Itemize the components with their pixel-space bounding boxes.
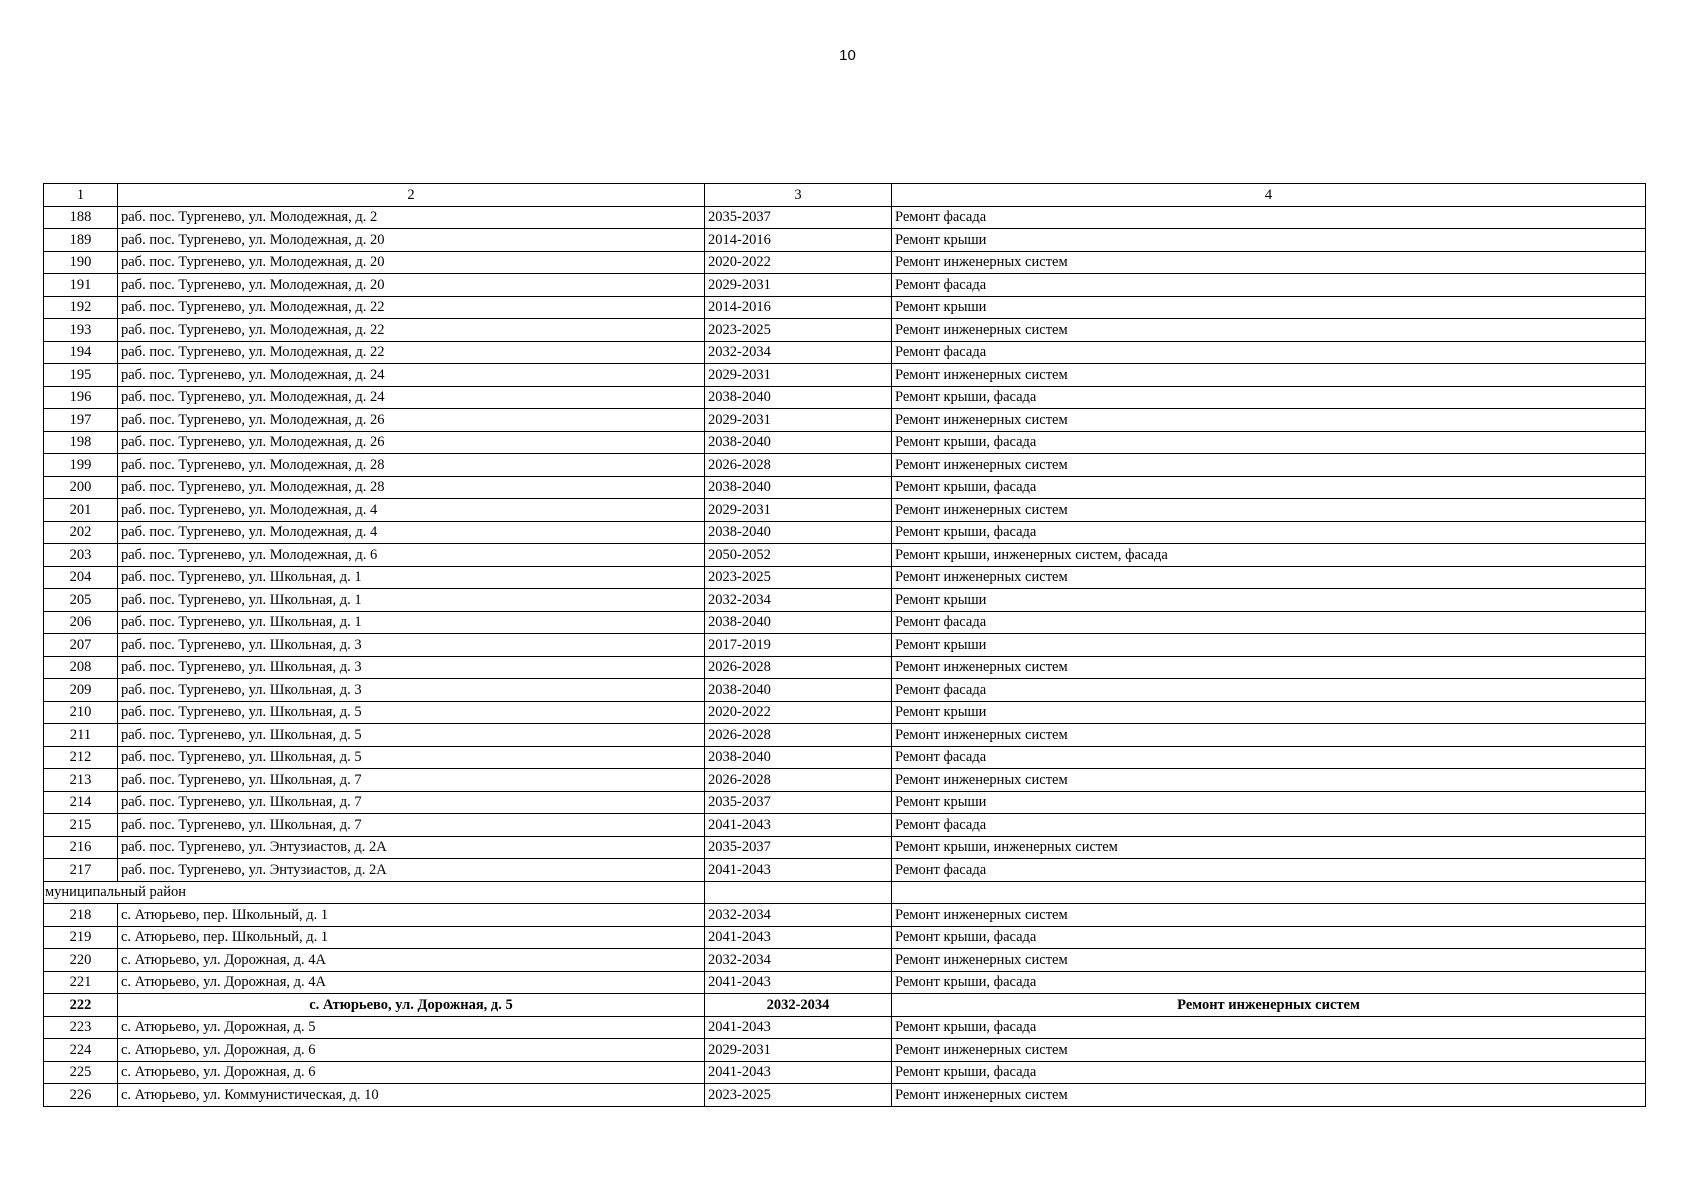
- work-type-cell: Ремонт инженерных систем: [892, 364, 1646, 387]
- row-number-cell: 202: [44, 521, 118, 544]
- address-cell: раб. пос. Тургенево, ул. Молодежная, д. 2: [118, 206, 705, 229]
- address-cell: раб. пос. Тургенево, ул. Школьная, д. 7: [118, 791, 705, 814]
- row-number-cell: 211: [44, 724, 118, 747]
- period-cell: 2038-2040: [705, 746, 892, 769]
- table-row: [44, 454, 1646, 477]
- period-cell: 2041-2043: [705, 814, 892, 837]
- period-cell: 2014-2016: [705, 229, 892, 252]
- row-number-cell: 193: [44, 319, 118, 342]
- row-number-cell: 192: [44, 296, 118, 319]
- period-cell: 2026-2028: [705, 656, 892, 679]
- address-cell: раб. пос. Тургенево, ул. Молодежная, д. 26: [118, 431, 705, 454]
- address-cell: раб. пос. Тургенево, ул. Молодежная, д. 24: [118, 364, 705, 387]
- period-cell: 2032-2034: [705, 341, 892, 364]
- work-type-cell: Ремонт инженерных систем: [892, 904, 1646, 927]
- work-type-cell: Ремонт фасада: [892, 814, 1646, 837]
- period-cell: 2032-2034: [705, 904, 892, 927]
- row-number-cell: 201: [44, 499, 118, 522]
- period-cell: 2029-2031: [705, 1039, 892, 1062]
- period-cell: 2023-2025: [705, 319, 892, 342]
- empty-cell: [705, 881, 892, 904]
- table-row: [44, 926, 1646, 949]
- column-number-header-row: [44, 184, 1646, 207]
- row-number-cell: 218: [44, 904, 118, 927]
- table-row: [44, 229, 1646, 252]
- address-cell: раб. пос. Тургенево, ул. Школьная, д. 7: [118, 814, 705, 837]
- period-cell: 2041-2043: [705, 859, 892, 882]
- address-cell: с. Атюрьево, ул. Коммунистическая, д. 10: [118, 1084, 705, 1107]
- empty-cell: [892, 881, 1646, 904]
- table-row: [44, 544, 1646, 567]
- row-number-cell: 188: [44, 206, 118, 229]
- work-type-cell: Ремонт фасада: [892, 611, 1646, 634]
- period-cell: 2020-2022: [705, 251, 892, 274]
- address-cell: с. Атюрьево, ул. Дорожная, д. 6: [118, 1039, 705, 1062]
- table-body: [44, 184, 1646, 1107]
- address-cell: раб. пос. Тургенево, ул. Школьная, д. 1: [118, 611, 705, 634]
- address-cell: раб. пос. Тургенево, ул. Молодежная, д. 22: [118, 341, 705, 364]
- period-cell: 2023-2025: [705, 1084, 892, 1107]
- work-type-cell: Ремонт крыши, фасада: [892, 386, 1646, 409]
- period-cell: 2038-2040: [705, 611, 892, 634]
- row-number-cell: 198: [44, 431, 118, 454]
- row-number-cell: 224: [44, 1039, 118, 1062]
- row-number-cell: 226: [44, 1084, 118, 1107]
- address-cell: раб. пос. Тургенево, ул. Школьная, д. 3: [118, 656, 705, 679]
- row-number-cell: 212: [44, 746, 118, 769]
- address-cell: раб. пос. Тургенево, ул. Молодежная, д. 26: [118, 409, 705, 432]
- row-number-cell: 207: [44, 634, 118, 657]
- row-number-cell: 190: [44, 251, 118, 274]
- header-cell: 1: [44, 184, 118, 207]
- work-type-cell: Ремонт крыши: [892, 589, 1646, 612]
- table-row: [44, 724, 1646, 747]
- work-type-cell: Ремонт инженерных систем: [892, 949, 1646, 972]
- table-row: [44, 364, 1646, 387]
- table-row: [44, 949, 1646, 972]
- row-number-cell: 200: [44, 476, 118, 499]
- row-number-cell: 203: [44, 544, 118, 567]
- work-type-cell: Ремонт крыши, фасада: [892, 521, 1646, 544]
- period-cell: 2029-2031: [705, 499, 892, 522]
- work-type-cell: Ремонт крыши: [892, 229, 1646, 252]
- repair-schedule-table-container: [43, 183, 1645, 1107]
- period-cell: 2017-2019: [705, 634, 892, 657]
- period-cell: 2020-2022: [705, 701, 892, 724]
- table-row: [44, 319, 1646, 342]
- period-cell: 2041-2043: [705, 1061, 892, 1084]
- work-type-cell: Ремонт крыши, инженерных систем, фасада: [892, 544, 1646, 567]
- table-row: [44, 589, 1646, 612]
- table-row: [44, 791, 1646, 814]
- period-cell: 2035-2037: [705, 206, 892, 229]
- table-row: [44, 814, 1646, 837]
- period-cell: 2029-2031: [705, 274, 892, 297]
- period-cell: 2041-2043: [705, 1016, 892, 1039]
- work-type-cell: Ремонт инженерных систем: [892, 454, 1646, 477]
- table-row: [44, 1084, 1646, 1107]
- address-cell: с. Атюрьево, ул. Дорожная, д. 6: [118, 1061, 705, 1084]
- row-number-cell: 208: [44, 656, 118, 679]
- section-row: [44, 881, 1646, 904]
- table-row: [44, 566, 1646, 589]
- row-number-cell: 220: [44, 949, 118, 972]
- table-row-bold: [44, 994, 1646, 1017]
- period-cell: 2029-2031: [705, 364, 892, 387]
- work-type-cell: Ремонт фасада: [892, 274, 1646, 297]
- work-type-cell: Ремонт крыши: [892, 634, 1646, 657]
- table-row: [44, 611, 1646, 634]
- address-cell: раб. пос. Тургенево, ул. Молодежная, д. 4: [118, 499, 705, 522]
- period-cell: 2038-2040: [705, 679, 892, 702]
- work-type-cell: Ремонт инженерных систем: [892, 566, 1646, 589]
- work-type-cell: Ремонт крыши, фасада: [892, 431, 1646, 454]
- work-type-cell: Ремонт инженерных систем: [892, 1039, 1646, 1062]
- row-number-cell: 199: [44, 454, 118, 477]
- address-cell: раб. пос. Тургенево, ул. Молодежная, д. 4: [118, 521, 705, 544]
- period-cell: 2041-2043: [705, 926, 892, 949]
- work-type-cell: Ремонт крыши, инженерных систем: [892, 836, 1646, 859]
- address-cell: раб. пос. Тургенево, ул. Молодежная, д. 20: [118, 229, 705, 252]
- section-label: муниципальный район: [44, 881, 705, 904]
- work-type-cell: Ремонт инженерных систем: [892, 656, 1646, 679]
- period-cell: 2026-2028: [705, 769, 892, 792]
- address-cell: с. Атюрьево, ул. Дорожная, д. 5: [118, 994, 705, 1017]
- table-row: [44, 746, 1646, 769]
- work-type-cell: Ремонт инженерных систем: [892, 769, 1646, 792]
- row-number-cell: 197: [44, 409, 118, 432]
- work-type-cell: Ремонт инженерных систем: [892, 994, 1646, 1017]
- work-type-cell: Ремонт крыши: [892, 296, 1646, 319]
- work-type-cell: Ремонт инженерных систем: [892, 409, 1646, 432]
- address-cell: раб. пос. Тургенево, ул. Молодежная, д. 28: [118, 476, 705, 499]
- row-number-cell: 215: [44, 814, 118, 837]
- table-row: [44, 701, 1646, 724]
- row-number-cell: 222: [44, 994, 118, 1017]
- period-cell: 2026-2028: [705, 724, 892, 747]
- period-cell: 2050-2052: [705, 544, 892, 567]
- table-row: [44, 1016, 1646, 1039]
- row-number-cell: 191: [44, 274, 118, 297]
- work-type-cell: Ремонт инженерных систем: [892, 251, 1646, 274]
- row-number-cell: 206: [44, 611, 118, 634]
- address-cell: раб. пос. Тургенево, ул. Школьная, д. 5: [118, 746, 705, 769]
- table-row: [44, 431, 1646, 454]
- period-cell: 2038-2040: [705, 431, 892, 454]
- period-cell: 2038-2040: [705, 386, 892, 409]
- work-type-cell: Ремонт крыши: [892, 701, 1646, 724]
- row-number-cell: 204: [44, 566, 118, 589]
- table-row: [44, 971, 1646, 994]
- row-number-cell: 205: [44, 589, 118, 612]
- table-row: [44, 341, 1646, 364]
- work-type-cell: Ремонт инженерных систем: [892, 724, 1646, 747]
- work-type-cell: Ремонт крыши, фасада: [892, 476, 1646, 499]
- work-type-cell: Ремонт фасада: [892, 206, 1646, 229]
- table-row: [44, 679, 1646, 702]
- table-row: [44, 1061, 1646, 1084]
- address-cell: раб. пос. Тургенево, ул. Школьная, д. 5: [118, 701, 705, 724]
- period-cell: 2038-2040: [705, 476, 892, 499]
- period-cell: 2023-2025: [705, 566, 892, 589]
- table-row: [44, 409, 1646, 432]
- row-number-cell: 189: [44, 229, 118, 252]
- row-number-cell: 196: [44, 386, 118, 409]
- row-number-cell: 225: [44, 1061, 118, 1084]
- address-cell: раб. пос. Тургенево, ул. Молодежная, д. 20: [118, 251, 705, 274]
- period-cell: 2014-2016: [705, 296, 892, 319]
- address-cell: с. Атюрьево, пер. Школьный, д. 1: [118, 904, 705, 927]
- work-type-cell: Ремонт крыши: [892, 791, 1646, 814]
- table-row: [44, 476, 1646, 499]
- period-cell: 2026-2028: [705, 454, 892, 477]
- row-number-cell: 219: [44, 926, 118, 949]
- table-row: [44, 904, 1646, 927]
- address-cell: раб. пос. Тургенево, ул. Школьная, д. 1: [118, 566, 705, 589]
- address-cell: с. Атюрьево, ул. Дорожная, д. 4А: [118, 949, 705, 972]
- address-cell: с. Атюрьево, ул. Дорожная, д. 5: [118, 1016, 705, 1039]
- row-number-cell: 221: [44, 971, 118, 994]
- table-row: [44, 521, 1646, 544]
- period-cell: 2038-2040: [705, 521, 892, 544]
- work-type-cell: Ремонт инженерных систем: [892, 319, 1646, 342]
- address-cell: раб. пос. Тургенево, ул. Молодежная, д. 6: [118, 544, 705, 567]
- table-row: [44, 274, 1646, 297]
- header-cell: 2: [118, 184, 705, 207]
- table-row: [44, 251, 1646, 274]
- work-type-cell: Ремонт крыши, фасада: [892, 926, 1646, 949]
- work-type-cell: Ремонт фасада: [892, 679, 1646, 702]
- row-number-cell: 209: [44, 679, 118, 702]
- period-cell: 2035-2037: [705, 836, 892, 859]
- work-type-cell: Ремонт фасада: [892, 859, 1646, 882]
- table-row: [44, 386, 1646, 409]
- address-cell: с. Атюрьево, пер. Школьный, д. 1: [118, 926, 705, 949]
- address-cell: раб. пос. Тургенево, ул. Молодежная, д. 24: [118, 386, 705, 409]
- repair-schedule-table: [43, 183, 1646, 1107]
- period-cell: 2032-2034: [705, 589, 892, 612]
- period-cell: 2035-2037: [705, 791, 892, 814]
- address-cell: раб. пос. Тургенево, ул. Молодежная, д. 20: [118, 274, 705, 297]
- period-cell: 2032-2034: [705, 994, 892, 1017]
- work-type-cell: Ремонт инженерных систем: [892, 499, 1646, 522]
- work-type-cell: Ремонт крыши, фасада: [892, 971, 1646, 994]
- table-row: [44, 656, 1646, 679]
- address-cell: раб. пос. Тургенево, ул. Школьная, д. 1: [118, 589, 705, 612]
- row-number-cell: 216: [44, 836, 118, 859]
- work-type-cell: Ремонт крыши, фасада: [892, 1016, 1646, 1039]
- table-row: [44, 206, 1646, 229]
- row-number-cell: 214: [44, 791, 118, 814]
- page-number: 10: [839, 47, 856, 64]
- row-number-cell: 213: [44, 769, 118, 792]
- work-type-cell: Ремонт фасада: [892, 341, 1646, 364]
- row-number-cell: 223: [44, 1016, 118, 1039]
- row-number-cell: 210: [44, 701, 118, 724]
- address-cell: раб. пос. Тургенево, ул. Школьная, д. 3: [118, 634, 705, 657]
- work-type-cell: Ремонт крыши, фасада: [892, 1061, 1646, 1084]
- period-cell: 2041-2043: [705, 971, 892, 994]
- table-row: [44, 296, 1646, 319]
- table-row: [44, 859, 1646, 882]
- header-cell: 3: [705, 184, 892, 207]
- period-cell: 2032-2034: [705, 949, 892, 972]
- table-row: [44, 836, 1646, 859]
- address-cell: раб. пос. Тургенево, ул. Энтузиастов, д. 2А: [118, 859, 705, 882]
- table-row: [44, 634, 1646, 657]
- table-row: [44, 499, 1646, 522]
- address-cell: раб. пос. Тургенево, ул. Энтузиастов, д. 2А: [118, 836, 705, 859]
- table-row: [44, 1039, 1646, 1062]
- address-cell: раб. пос. Тургенево, ул. Молодежная, д. 22: [118, 296, 705, 319]
- header-cell: 4: [892, 184, 1646, 207]
- work-type-cell: Ремонт фасада: [892, 746, 1646, 769]
- address-cell: раб. пос. Тургенево, ул. Молодежная, д. 22: [118, 319, 705, 342]
- row-number-cell: 195: [44, 364, 118, 387]
- row-number-cell: 217: [44, 859, 118, 882]
- address-cell: раб. пос. Тургенево, ул. Школьная, д. 3: [118, 679, 705, 702]
- row-number-cell: 194: [44, 341, 118, 364]
- period-cell: 2029-2031: [705, 409, 892, 432]
- address-cell: раб. пос. Тургенево, ул. Школьная, д. 7: [118, 769, 705, 792]
- address-cell: с. Атюрьево, ул. Дорожная, д. 4А: [118, 971, 705, 994]
- address-cell: раб. пос. Тургенево, ул. Молодежная, д. 28: [118, 454, 705, 477]
- address-cell: раб. пос. Тургенево, ул. Школьная, д. 5: [118, 724, 705, 747]
- table-row: [44, 769, 1646, 792]
- work-type-cell: Ремонт инженерных систем: [892, 1084, 1646, 1107]
